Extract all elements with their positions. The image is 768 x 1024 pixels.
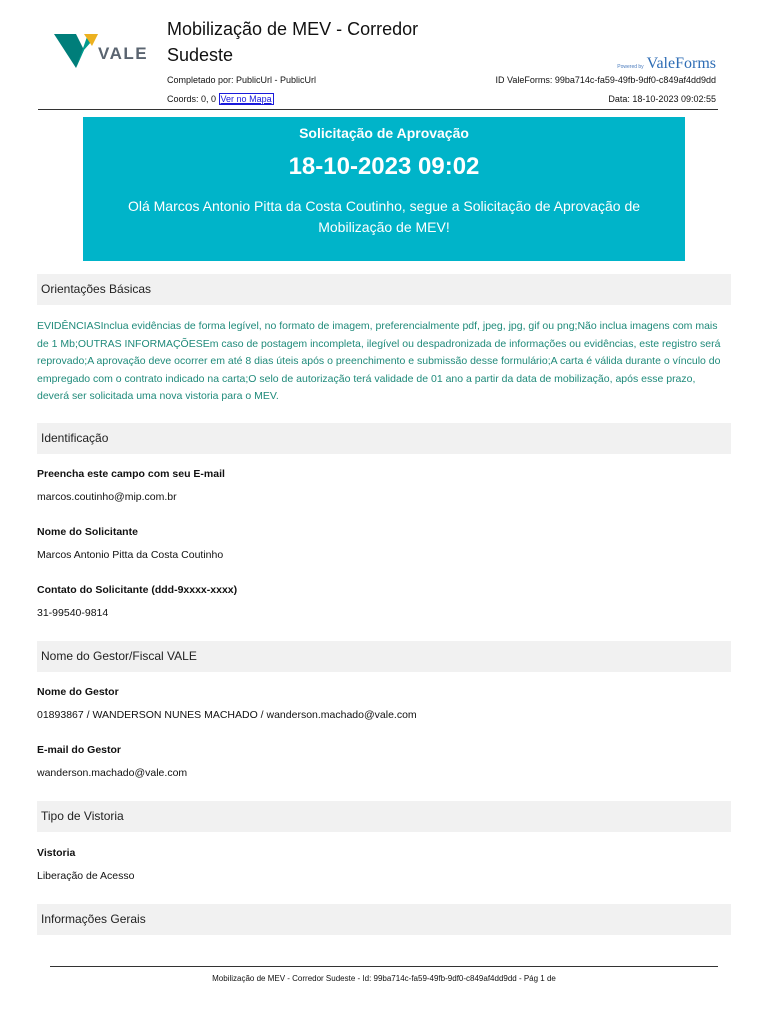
- field-value-email-gestor: wanderson.machado@vale.com: [37, 767, 188, 779]
- section-orientacoes: [37, 274, 731, 305]
- section-identificacao: [37, 423, 731, 454]
- section-title: Nome do Gestor/Fiscal VALE: [41, 649, 197, 663]
- section-title: Tipo de Vistoria: [41, 809, 124, 823]
- guidance-text: EVIDÊNCIASInclua evidências de forma legível, no formato de imagem, preferencialmente pdf, jpeg, jpg, gif ou png;Não inclua imagens com mais de 1 Mb;OUTRAS INFORMAÇÕESEm caso de postagem incompleta, ilegível ou despadronizada de informações ou evidências, este registro será reprovado;A aprovação deve ocorrer em até 8 dias úteis após o preenchimento e submissão desse formulário;A carta é válida durante o vínculo do empregado com o contrato indicado na carta;O selo de autorização terá validade de 01 ano a partir da data de mobilização, após esse prazo, deverá ser solicitada uma nova vistoria para o MEV.: [37, 320, 721, 402]
- coords-line: [167, 94, 274, 104]
- field-label-email: Preencha este campo com seu E-mail: [37, 468, 225, 480]
- footer-divider: [50, 966, 718, 967]
- banner-title: Solicitação de Aprovação: [299, 125, 469, 141]
- field-label-gestor: Nome do Gestor: [37, 686, 119, 698]
- section-gestor: [37, 641, 731, 672]
- section-title: Informações Gerais: [41, 912, 146, 926]
- map-link[interactable]: Ver no Mapa: [220, 94, 272, 104]
- coords-text: Coords: 0, 0: [167, 94, 217, 104]
- form-id: ID ValeForms: 99ba714c-fa59-49fb-9df0-c849af4dd9dd: [495, 75, 716, 85]
- vale-logo: [54, 30, 154, 70]
- completed-by: Completado por: PublicUrl - PublicUrl: [167, 75, 317, 85]
- banner-datetime: 18-10-2023 09:02: [288, 153, 480, 180]
- field-value-gestor: 01893867 / WANDERSON NUNES MACHADO / wanderson.machado@vale.com: [37, 709, 417, 721]
- valeforms-brand: ValeForms: [646, 55, 716, 72]
- vale-logo-text: VALE: [98, 44, 149, 63]
- page-title: Mobilização de MEV - Corredor Sudeste: [167, 19, 419, 65]
- approval-banner: [83, 117, 685, 261]
- section-title: Identificação: [41, 431, 109, 445]
- page-footer: Mobilização de MEV - Corredor Sudeste - Id: 99ba714c-fa59-49fb-9df0-c849af4dd9dd - Pág 1 de: [212, 974, 556, 983]
- field-value-contato: 31-99540-9814: [37, 607, 109, 619]
- section-vistoria: [37, 801, 731, 832]
- powered-by: [617, 55, 716, 73]
- field-value-email: marcos.coutinho@mip.com.br: [37, 491, 177, 503]
- banner-message: Olá Marcos Antonio Pitta da Costa Coutinho, segue a Solicitação de Aprovação de Mobilização de MEV!: [127, 198, 641, 235]
- page-header: [0, 0, 768, 110]
- field-value-solicitante: Marcos Antonio Pitta da Costa Coutinho: [37, 549, 224, 561]
- vale-logo-icon: [54, 30, 100, 70]
- field-label-solicitante: Nome do Solicitante: [37, 526, 138, 538]
- field-label-vistoria: Vistoria: [37, 847, 76, 859]
- field-label-email-gestor: E-mail do Gestor: [37, 744, 122, 756]
- header-divider: [38, 109, 718, 110]
- section-title: Orientações Básicas: [41, 282, 152, 296]
- field-label-contato: Contato do Solicitante (ddd-9xxxx-xxxx): [37, 584, 238, 596]
- section-gerais: [37, 904, 731, 935]
- form-date: Data: 18-10-2023 09:02:55: [608, 94, 716, 104]
- powered-by-label: Powered by: [617, 64, 644, 70]
- field-value-vistoria: Liberação de Acesso: [37, 870, 135, 882]
